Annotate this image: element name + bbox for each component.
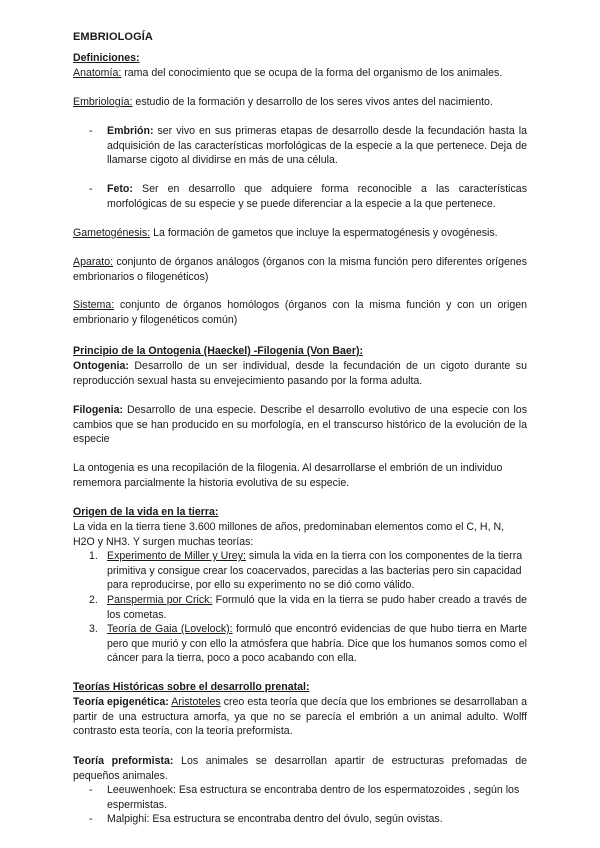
malpighi-item: Malpighi: Esa estructura se encontraba dentro del óvulo, según ovistas. (107, 813, 443, 825)
epigenetica-term: Teoría epigenética: (73, 696, 169, 708)
definiciones-heading: Definiciones: (73, 52, 140, 64)
gametogenesis-definition: Gametogénesis: La formación de gametos que incluye la espermatogénesis y ovogénesis. (73, 227, 498, 239)
miller-urey-item: Experimento de Miller y Urey: simula la vida en la tierra con los componentes de la tierra primitiva y consigue crear los coacervados, parecidas a las bacterias pero sin capacidad para reproducirse, por ello su experimento no se dió como válido. (107, 550, 523, 592)
panspermia-term: Panspermia por Crick: (107, 594, 213, 606)
miller-urey-term: Experimento de Miller y Urey: (107, 550, 246, 562)
aparato-definition: Aparato: conjunto de órganos análogos (órganos con la misma función pero diferentes orígenes embrionarios o filogenéticos) (73, 256, 527, 283)
list-number: 1. (89, 550, 98, 562)
gaia-term: Teoría de Gaia (Lovelock): (107, 623, 233, 635)
document-title: EMBRIOLOGÍA (73, 31, 153, 43)
gaia-item: Teoría de Gaia (Lovelock): formuló que encontró evidencias de que hubo tierra en Marte pero que murió y con ello la atmósfera que habría. Dice que los humanos somos como el cáncer para la tierra, poco a poco acabando con ella. (107, 623, 527, 665)
preformista-term: Teoría preformista: (73, 755, 174, 767)
filogenia-term: Filogenia: (73, 404, 124, 416)
preformista-paragraph: Teoría preformista: Los animales se desarrollan apartir de estructuras prefomadas de pequeños animales. (73, 755, 527, 782)
list-number: 3. (89, 623, 98, 635)
origen-heading: Origen de la vida en la tierra: (73, 506, 219, 518)
feto-term: Feto: (107, 183, 133, 195)
origen-intro: La vida en la tierra tiene 3.600 millones de años, predominaban elementos como el C, H, N, H2O y NH3. Y surgen muchas teorías: (73, 521, 505, 548)
embrion-definition: Embrión: ser vivo en sus primeras etapas de desarrollo desde la fecundación hasta la adquisición de las características morfológicas de la especie a la que pertenece. Deja de llamarse cigoto al dividirse en más de una célula. (107, 125, 527, 167)
sistema-term: Sistema: (73, 299, 115, 311)
panspermia-item: Panspermia por Crick: Formuló que la vida en la tierra se pudo haber creado a través de los cometas. (107, 594, 528, 621)
teorias-heading: Teorías Históricas sobre el desarrollo prenatal: (73, 681, 310, 693)
principio-heading: Principio de la Ontogenia (Haeckel) -Filogenia (Von Baer): (73, 345, 363, 357)
aristoteles-author: Aristoteles (171, 696, 221, 708)
embriologia-definition: Embriología: estudio de la formación y desarrollo de los seres vivos antes del nacimiento. (73, 96, 493, 108)
feto-definition: Feto: Ser en desarrollo que adquiere forma reconocible a las características morfológicas de su especie y se puede diferenciar a la especie a la que pertenece. (107, 183, 527, 210)
bullet-dash: - (89, 784, 93, 796)
sistema-definition: Sistema: conjunto de órganos homólogos (órganos con la misma función y con un origen embrionario y filogenéticos común) (73, 299, 527, 326)
recapitulacion-paragraph: La ontogenia es una recopilación de la filogenia. Al desarrollarse el embrión de un individuo rememora parcialmente la historia evolutiva de su especie. (73, 462, 503, 489)
leeuwenhoek-item: Leeuwenhoek: Esa estructura se encontraba dentro de los espermatozoides , según los espermistas. (107, 784, 520, 811)
filogenia-definition: Filogenia: Desarrollo de una especie. Describe el desarrollo evolutivo de una especie con los cambios que se han producido en su morfología, en el transcurso histórico de la evolución de la especie (73, 404, 527, 446)
bullet-dash: - (89, 813, 93, 825)
anatomia-term: Anatomía: (73, 67, 122, 79)
bullet-dash: - (89, 125, 93, 137)
anatomia-definition: Anatomía: rama del conocimiento que se ocupa de la forma del organismo de los animales. (73, 67, 503, 79)
aparato-term: Aparato: (73, 256, 114, 268)
embriologia-term: Embriología: (73, 96, 133, 108)
gametogenesis-term: Gametogénesis: (73, 227, 151, 239)
ontogenia-definition: Ontogenia: Desarrollo de un ser individual, desde la fecundación de un cigoto durante su reproducción sexual hasta su envejecimiento pasando por la forma adulta. (73, 360, 527, 387)
ontogenia-term: Ontogenia: (73, 360, 129, 372)
list-number: 2. (89, 594, 98, 606)
embrion-term: Embrión: (107, 125, 154, 137)
bullet-dash: - (89, 183, 93, 195)
epigenetica-paragraph: Teoría epigenética: Aristoteles creo esta teoría que decía que los embriones se desarrollaban a partir de una estructura amorfa, ya que no se parecía el embrión a un animal adulto. Wolff contrasto esta teoría, con la teoría preformista. (73, 696, 527, 738)
